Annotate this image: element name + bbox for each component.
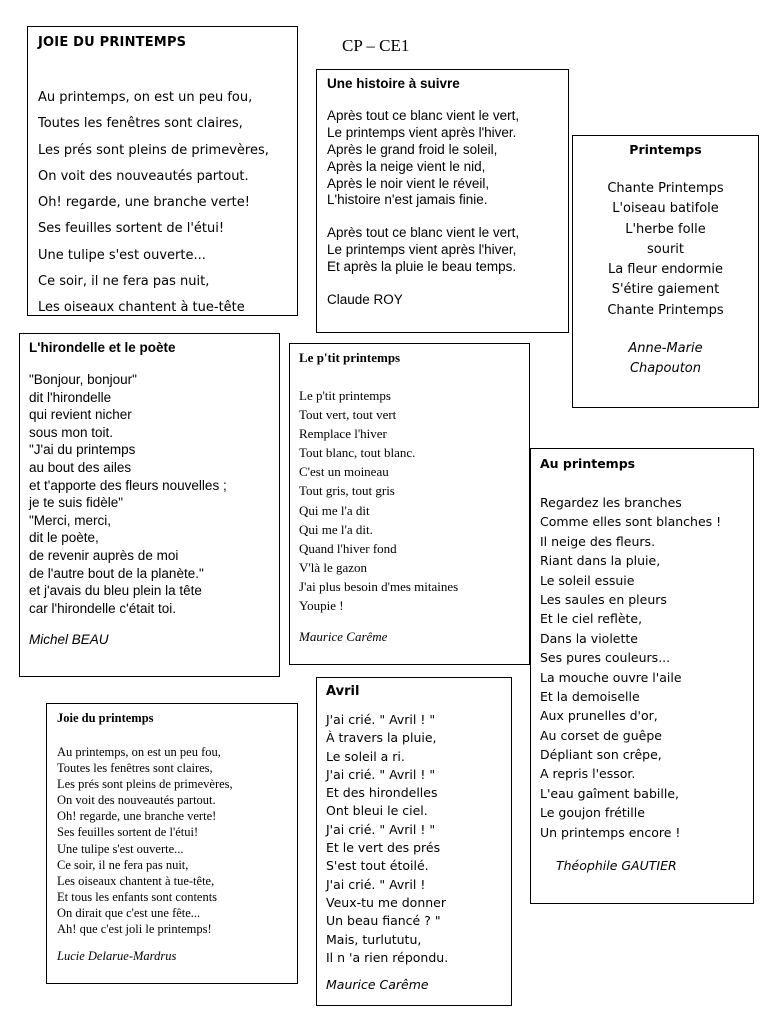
poem-joie-du-printemps-caps — [27, 26, 298, 316]
poem-line: Après tout ce blanc vient le vert, — [327, 108, 520, 123]
poem-line: J'ai crié. " Avril ! " — [326, 712, 436, 727]
poem-line: C'est un moineau — [299, 464, 389, 480]
poem-line: Et le ciel reflète, — [540, 611, 643, 627]
poem-lines — [38, 85, 287, 316]
poem-line: Qui me l'a dit — [299, 502, 370, 518]
poem-line: Ont bleui le ciel. — [326, 803, 428, 819]
poem-line: Et des hirondelles — [326, 785, 438, 801]
poem-line: Youpie ! — [299, 598, 344, 614]
poem-line: Ce soir, il ne fera pas nuit, — [38, 274, 210, 290]
poem-line: J'ai crié. " Avril ! — [326, 876, 426, 892]
poem-line: Le goujon frétille — [540, 805, 645, 821]
poem-line: Les prés sont pleins de primevères, — [57, 777, 233, 792]
poem-line: "Merci, merci, — [29, 512, 112, 528]
poem-line: dit le poète, — [29, 530, 99, 546]
poem-hirondelle-et-le-poete — [19, 333, 280, 677]
poem-lines — [29, 371, 271, 617]
poem-line: Une tulipe s'est ouverte... — [38, 247, 206, 263]
poem-line: dit l'hirondelle — [29, 389, 112, 405]
poem-line: Oh! regarde, une branche verte! — [38, 195, 250, 211]
poem-line: Tout gris, tout gris — [299, 483, 395, 499]
poem-lines — [573, 179, 758, 321]
poem-line: Mais, turlututu, — [326, 931, 422, 947]
poem-line: Il neige des fleurs. — [540, 533, 656, 549]
poem-line: À travers la pluie, — [326, 730, 437, 746]
poem-line: J'ai plus besoin d'mes mitaines — [299, 578, 459, 594]
poem-line: Le soleil a ri. — [326, 748, 405, 764]
poem-line: Et tous les enfants sont contents — [57, 889, 218, 904]
poem-line: L'histoire n'est jamais finie. — [327, 192, 488, 208]
poem-line: La fleur endormie — [607, 262, 724, 278]
poem-line: Il n 'a rien répondu. — [326, 949, 449, 965]
poem-title: Le p'tit printemps — [299, 350, 401, 365]
poem-line: Au printemps, on est un peu fou, — [38, 90, 253, 105]
poem-line: Un printemps encore ! — [540, 824, 681, 840]
poem-title: Printemps — [629, 142, 702, 157]
poem-line: Un beau fiancé ? " — [326, 913, 441, 929]
level-header: CP – CE1 — [342, 36, 410, 55]
poem-line: Quand l'hiver fond — [299, 540, 397, 556]
poem-line: car l'hirondelle c'était toi. — [29, 600, 176, 616]
poem-author: Théophile GAUTIER — [556, 858, 677, 874]
poem-line: "J'ai du printemps — [29, 442, 136, 458]
poem-title: Joie du printemps — [57, 711, 154, 725]
poem-author: Claude ROY — [327, 292, 403, 308]
poem-line: Le p'tit printemps — [299, 388, 391, 403]
poem-line: Dans la violette — [540, 630, 638, 646]
poem-printemps — [572, 135, 759, 408]
poem-line: Après la neige vient le nid, — [327, 158, 486, 174]
poem-line: Le printemps vient après l'hiver. — [327, 124, 517, 140]
poem-line: Regardez les branches — [540, 495, 682, 510]
poem-stanza — [327, 108, 559, 209]
poem-line: Ses pures couleurs... — [540, 650, 671, 666]
poem-line: "Bonjour, bonjour" — [29, 372, 137, 387]
poem-line: L'oiseau batifole — [612, 201, 719, 217]
poem-line: Le soleil essuie — [540, 572, 635, 588]
poem-avril — [316, 677, 512, 1006]
poem-line: Qui me l'a dit. — [299, 521, 373, 537]
poem-line: L'eau gaîment babille, — [540, 785, 679, 801]
author-line: Anne-Marie — [628, 341, 703, 357]
poem-line: Après le grand froid le soleil, — [327, 141, 498, 157]
poem-line: Oh! regarde, une branche verte! — [57, 809, 217, 824]
poem-line: Veux-tu me donner — [326, 894, 446, 910]
poem-line: et j'avais du bleu plein la tête — [29, 583, 202, 599]
poem-lines — [299, 386, 521, 615]
poem-line: S'étire gaiement — [611, 282, 720, 298]
poem-line: Toutes les fenêtres sont claires, — [57, 761, 213, 776]
poem-line: Ah! que c'est joli le printemps! — [57, 922, 212, 937]
poem-line: J'ai crié. " Avril ! " — [326, 821, 436, 837]
poem-line: Après le noir vient le réveil, — [327, 175, 490, 191]
poem-line: Et la demoiselle — [540, 688, 640, 704]
poem-line: Aux prunelles d'or, — [540, 708, 658, 724]
poem-line: J'ai crié. " Avril ! " — [326, 766, 436, 782]
poem-author: Michel BEAU — [29, 632, 109, 648]
poem-line: Au printemps, on est un peu fou, — [57, 745, 221, 759]
poem-lines — [540, 493, 745, 842]
poem-author: Lucie Delarue-Mardrus — [57, 949, 177, 964]
poem-line: Chante Printemps — [607, 181, 724, 196]
poem-line: Au corset de guêpe — [540, 727, 662, 743]
poem-line: Tout blanc, tout blanc. — [299, 445, 416, 461]
poem-line: Ce soir, il ne fera pas nuit, — [57, 857, 189, 872]
poem-line: Ses feuilles sortent de l'étui! — [38, 221, 225, 237]
poem-line: de revenir auprès de moi — [29, 547, 179, 563]
poem-line: A repris l'essor. — [540, 766, 636, 782]
poem-author: Maurice Carême — [326, 977, 429, 993]
poem-line: Dépliant son crêpe, — [540, 747, 662, 763]
poem-line: au bout des ailes — [29, 459, 132, 475]
poem-line: Après tout ce blanc vient le vert, — [327, 225, 520, 241]
poem-author — [573, 339, 758, 379]
poem-line: Chante Printemps — [607, 302, 724, 318]
poem-line: Et le vert des prés — [326, 840, 441, 856]
poem-line: On voit des nouveautés partout. — [38, 168, 249, 184]
poem-line: de l'autre bout de la planète." — [29, 565, 204, 581]
poem-author: Maurice Carême — [299, 629, 388, 645]
poem-line: Toutes les fenêtres sont claires, — [38, 116, 243, 132]
poem-title: Au printemps — [540, 456, 636, 471]
poem-line: je te suis fidèle" — [29, 495, 124, 511]
author-line: Chapouton — [629, 361, 702, 377]
poem-au-printemps — [530, 448, 754, 904]
poem-joie-du-printemps-serif — [46, 703, 298, 984]
poem-lines — [57, 744, 289, 937]
poem-line: Les oiseaux chantent à tue-tête, — [57, 873, 215, 888]
poem-line: Le printemps vient après l'hiver, — [327, 242, 517, 258]
poem-line: S'est tout étoilé. — [326, 858, 429, 874]
poem-line: Ses feuilles sortent de l'étui! — [57, 825, 199, 840]
poem-une-histoire-a-suivre — [316, 69, 569, 333]
poem-line: Les prés sont pleins de primevères, — [38, 142, 269, 158]
poem-line: sourit — [646, 241, 685, 257]
poem-title: L'hirondelle et le poète — [29, 340, 176, 355]
poem-line: L'herbe folle — [625, 221, 706, 237]
poem-lines — [326, 711, 503, 967]
poem-stanza — [327, 225, 559, 276]
poem-line: sous mon toit. — [29, 424, 114, 440]
poem-line: Tout vert, tout vert — [299, 407, 397, 423]
poem-line: Une tulipe s'est ouverte... — [57, 841, 184, 856]
poem-line: Et après la pluie le beau temps. — [327, 259, 517, 275]
poem-line: Comme elles sont blanches ! — [540, 514, 722, 530]
poem-line: qui revient nicher — [29, 407, 132, 423]
poem-le-ptit-printemps — [289, 343, 530, 665]
poem-line: Les saules en pleurs — [540, 591, 667, 607]
poem-line: Riant dans la pluie, — [540, 553, 661, 569]
poem-line: On voit des nouveautés partout. — [57, 793, 216, 808]
poem-line: et t'apporte des fleurs nouvelles ; — [29, 477, 227, 493]
poem-line: Les oiseaux chantent à tue-tête — [38, 300, 245, 316]
poem-line: V'là le gazon — [299, 559, 368, 575]
poem-line: On dirait que c'est une fête... — [57, 905, 201, 920]
poem-line: La mouche ouvre l'aile — [540, 669, 682, 685]
poem-title: JOIE DU PRINTEMPS — [38, 35, 187, 50]
poem-title: Avril — [326, 684, 360, 699]
poem-title: Une histoire à suivre — [327, 76, 460, 91]
poem-line: Remplace l'hiver — [299, 426, 387, 442]
